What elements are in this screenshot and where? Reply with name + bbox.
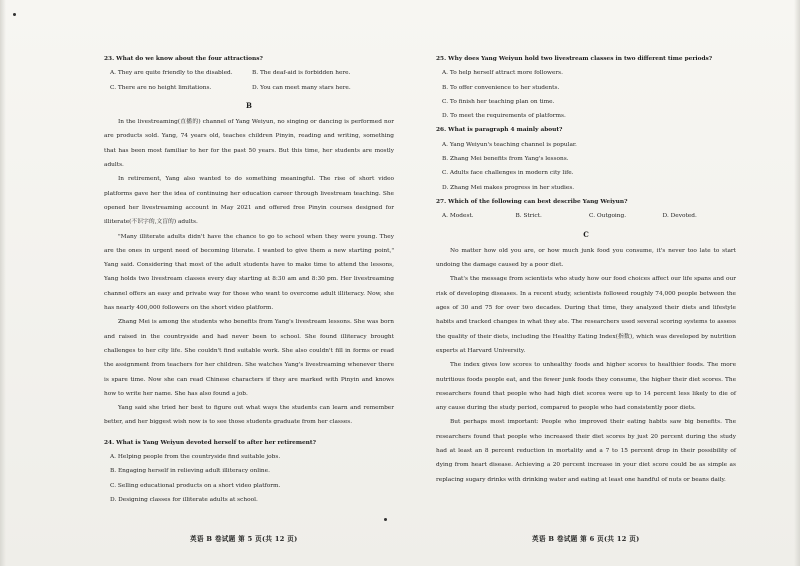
option-c: C. Adults face challenges in modern city life. xyxy=(442,170,574,177)
option-b: B. Engaging herself in relieving adult illiteracy online. xyxy=(110,468,270,475)
passage-c-paragraph-2: That's the message from scientists who study how our food choices affect our life spans and our risk of developing diseases. In a recent study, scientists followed roughly 74,000 people between the ages of 30 and 75 for over two decades. During that time, they analyzed their diets and lifestyle habits and tracked changes in what they ate. The researchers used several scoring systems to assess the quality of their diets, including the Healthy Eating Index(指数), which was developed by nutrition experts at Harvard University. xyxy=(436,276,736,354)
passage-c-paragraph-1: No matter how old you are, or how much junk food you consume, it's never too late to start undoing the damage caused by a poor diet. xyxy=(436,247,736,269)
option-d: D. Zhang Mei makes progress in her studies. xyxy=(442,184,575,191)
passage-c-paragraph-3: The index gives low scores to unhealthy foods and higher scores to healthier foods. The more nutritious foods people eat, and the fewer junk foods they consume, the higher their diet scores. The researchers found that people who had high diet scores were up to 14 percent less likely to die of any cause during the study period, compared to people who had consistently poor diets. xyxy=(436,362,736,412)
option-c: C. There are no height limitations. xyxy=(110,84,212,91)
option-a: A. Modest. xyxy=(442,213,474,220)
option-b: B. Strict. xyxy=(515,213,542,220)
option-c: C. To finish her teaching plan on time. xyxy=(442,98,555,105)
section-b-heading: B xyxy=(246,100,252,110)
option-d: D. You can meet many stars here. xyxy=(252,84,351,91)
question-23-options-row-2 xyxy=(104,81,394,95)
passage-b-paragraph-5: Yang said she tried her best to figure out what ways the students can learn and remember better, and her biggest wish now is to see those students graduate from her classes. xyxy=(104,405,394,426)
passage-b-paragraph-2: In retirement, Yang also wanted to do something meaningful. The rise of short video platforms gave her the idea of continuing her education career through livestream teaching. She opened her livestreaming account in May 2021 and offered free Pinyin courses designed for illiterate(不识字的,文盲的) adults. xyxy=(104,176,394,226)
passage-b-paragraph-4: Zhang Mei is among the students who benefits from Yang's livestream lessons. She was born and raised in the countryside and had never been to school. She found illiteracy brought challenges to her city life. She couldn't find suitable work. She also couldn't fill in forms or read the assignment from teachers for her children. She watches Yang's livestreaming whenever there is spare time. Now she can read Chinese characters if they are marked with Pinyin and knows how to write her name. She has also found a job. xyxy=(104,319,394,397)
option-d: D. To meet the requirements of platforms. xyxy=(442,113,566,120)
question-23-options-row-1 xyxy=(104,66,394,80)
section-c-heading: C xyxy=(583,229,589,239)
option-b: B. Zhang Mei benefits from Yang's lessons. xyxy=(442,156,569,163)
scan-speck xyxy=(384,518,387,521)
option-a: A. They are quite friendly to the disabled. xyxy=(110,70,233,77)
page-5-footer: 英语 B 卷试题 第 5 页(共 12 页) xyxy=(190,535,298,543)
option-c: C. Outgoing. xyxy=(589,213,627,220)
option-d: D. Devoted. xyxy=(662,213,697,220)
option-a: A. Yang Weiyun's teaching channel is popular. xyxy=(442,141,577,148)
passage-c-paragraph-4: But perhaps most important: People who improved their eating habits saw big benefits. The researchers found that people who increased their diet scores by just 20 percent during the study had at least an 8 percent reduction in mortality and a 7 to 15 percent drop in their possibility of dying from heart disease. Achieving a 20 percent increase in your diet score could be as simple as replacing sugary drinks with drinking water and eating at least one handful of nuts or beans daily. xyxy=(436,419,736,483)
page-6-footer: 英语 B 卷试题 第 6 页(共 12 页) xyxy=(532,535,640,543)
option-a: A. Helping people from the countryside find suitable jobs. xyxy=(110,454,281,461)
question-27-options xyxy=(436,209,736,223)
passage-b-paragraph-1: In the livestreaming(直播的) channel of Yang Weiyun, no singing or dancing is performed nor are products sold. Yang, 74 years old, teaches children Pinyin, reading and writing, something that has been most familiar to her for the past 50 years. But this time, her students are mostly adults. xyxy=(104,119,394,169)
scan-edge-right xyxy=(794,0,800,566)
option-d: D. Designing classes for illiterate adults at school. xyxy=(110,496,258,503)
question-25: 25. Why does Yang Weiyun hold two livestream classes in two different time periods? xyxy=(436,56,713,62)
scan-speck xyxy=(13,13,16,16)
question-26: 26. What is paragraph 4 mainly about? xyxy=(436,127,563,134)
question-27: 27. Which of the following can best describe Yang Weiyun? xyxy=(436,198,628,205)
page-6-column xyxy=(436,52,736,487)
question-23: 23. What do we know about the four attractions? xyxy=(104,56,263,62)
page-5-column xyxy=(104,52,394,507)
option-b: B. To offer convenience to her students. xyxy=(442,84,560,91)
option-c: C. Selling educational products on a short video platform. xyxy=(110,482,281,489)
passage-b-paragraph-3: "Many illiterate adults didn't have the chance to go to school when they were young. They are the ones in urgent need of becoming literate. I wanted to give them a new starting point," Yang said. Considering that most of the adult students have to make time to attend the lessons, Yang holds two livestream classes every day starting at 8:30 am and 8:30 pm. Her livestreaming channel offers an easy and private way for those who want to overcome adult illiteracy. Now, she has nearly 400,000 followers on the short video platform. xyxy=(104,233,394,312)
scan-edge-left xyxy=(0,0,6,566)
option-b: B. The deaf-aid is forbidden here. xyxy=(252,70,351,77)
option-a: A. To help herself attract more followers. xyxy=(442,70,563,77)
question-24: 24. What is Yang Weiyun devoted herself to after her retirement? xyxy=(104,439,316,446)
